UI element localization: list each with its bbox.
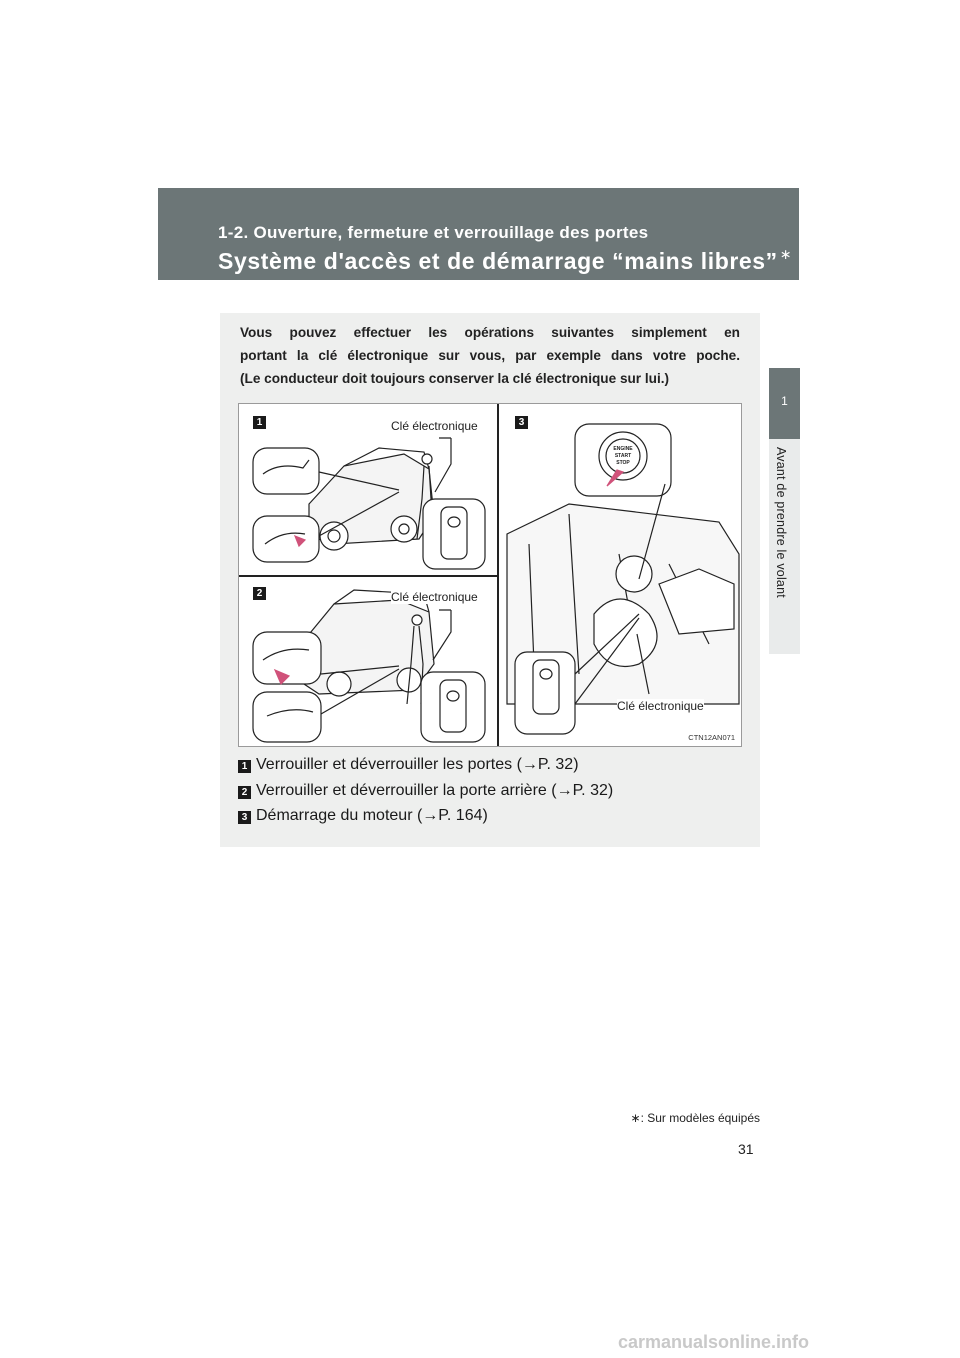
action-text: Verrouiller et déverrouiller la porte arrière (→P. 32)	[256, 781, 614, 799]
list-item	[238, 780, 748, 805]
chapter-number: 1	[781, 394, 788, 408]
panel-1-badge: 1	[253, 416, 266, 429]
list-item	[238, 754, 748, 779]
callout-electronic-key: Clé électronique	[391, 590, 478, 604]
chapter-tab	[769, 368, 800, 439]
action-badge: 1	[238, 760, 251, 773]
content-box	[220, 313, 760, 847]
section-label: 1-2. Ouverture, fermeture et verrouillage des portes	[218, 223, 649, 242]
chapter-title-tab	[769, 439, 800, 654]
panel-2-badge: 2	[253, 587, 266, 600]
footnote: ∗: Sur modèles équipés	[630, 1111, 760, 1125]
button-label-line: STOP	[616, 460, 630, 466]
illustration-figure	[238, 403, 742, 747]
page-number: 31	[738, 1141, 754, 1157]
button-label-line: ENGINE	[613, 446, 633, 452]
button-label-line: START	[614, 453, 632, 459]
panel-divider-horizontal	[239, 575, 498, 577]
panel-3-badge: 3	[515, 416, 528, 429]
figure-code: CTN12AN071	[688, 733, 735, 742]
watermark: carmanualsonline.info	[618, 1332, 810, 1352]
action-list	[238, 754, 748, 831]
list-item	[238, 805, 748, 830]
action-badge: 2	[238, 786, 251, 799]
intro-line: portant la clé électronique sur vous, par exemple dans votre poche.	[240, 348, 740, 363]
intro-paragraph	[240, 321, 740, 390]
page-title-text: Système d'accès et de démarrage “mains libres”	[218, 248, 778, 274]
intro-line: Vous pouvez effectuer les opérations suivantes simplement en	[240, 325, 740, 340]
chapter-title: Avant de prendre le volant	[774, 447, 788, 598]
action-badge: 3	[238, 811, 251, 824]
callout-electronic-key: Clé électronique	[617, 699, 704, 713]
intro-line: (Le conducteur doit toujours conserver la clé électronique sur lui.)	[240, 371, 670, 386]
chapter-header-band	[158, 188, 799, 280]
callout-electronic-key: Clé électronique	[391, 419, 478, 433]
page-title	[218, 246, 792, 275]
equipment-asterisk: ∗	[779, 246, 793, 262]
action-text: Démarrage du moteur (→P. 164)	[256, 807, 488, 824]
action-text: Verrouiller et déverrouiller les portes (→P. 32)	[256, 756, 579, 773]
